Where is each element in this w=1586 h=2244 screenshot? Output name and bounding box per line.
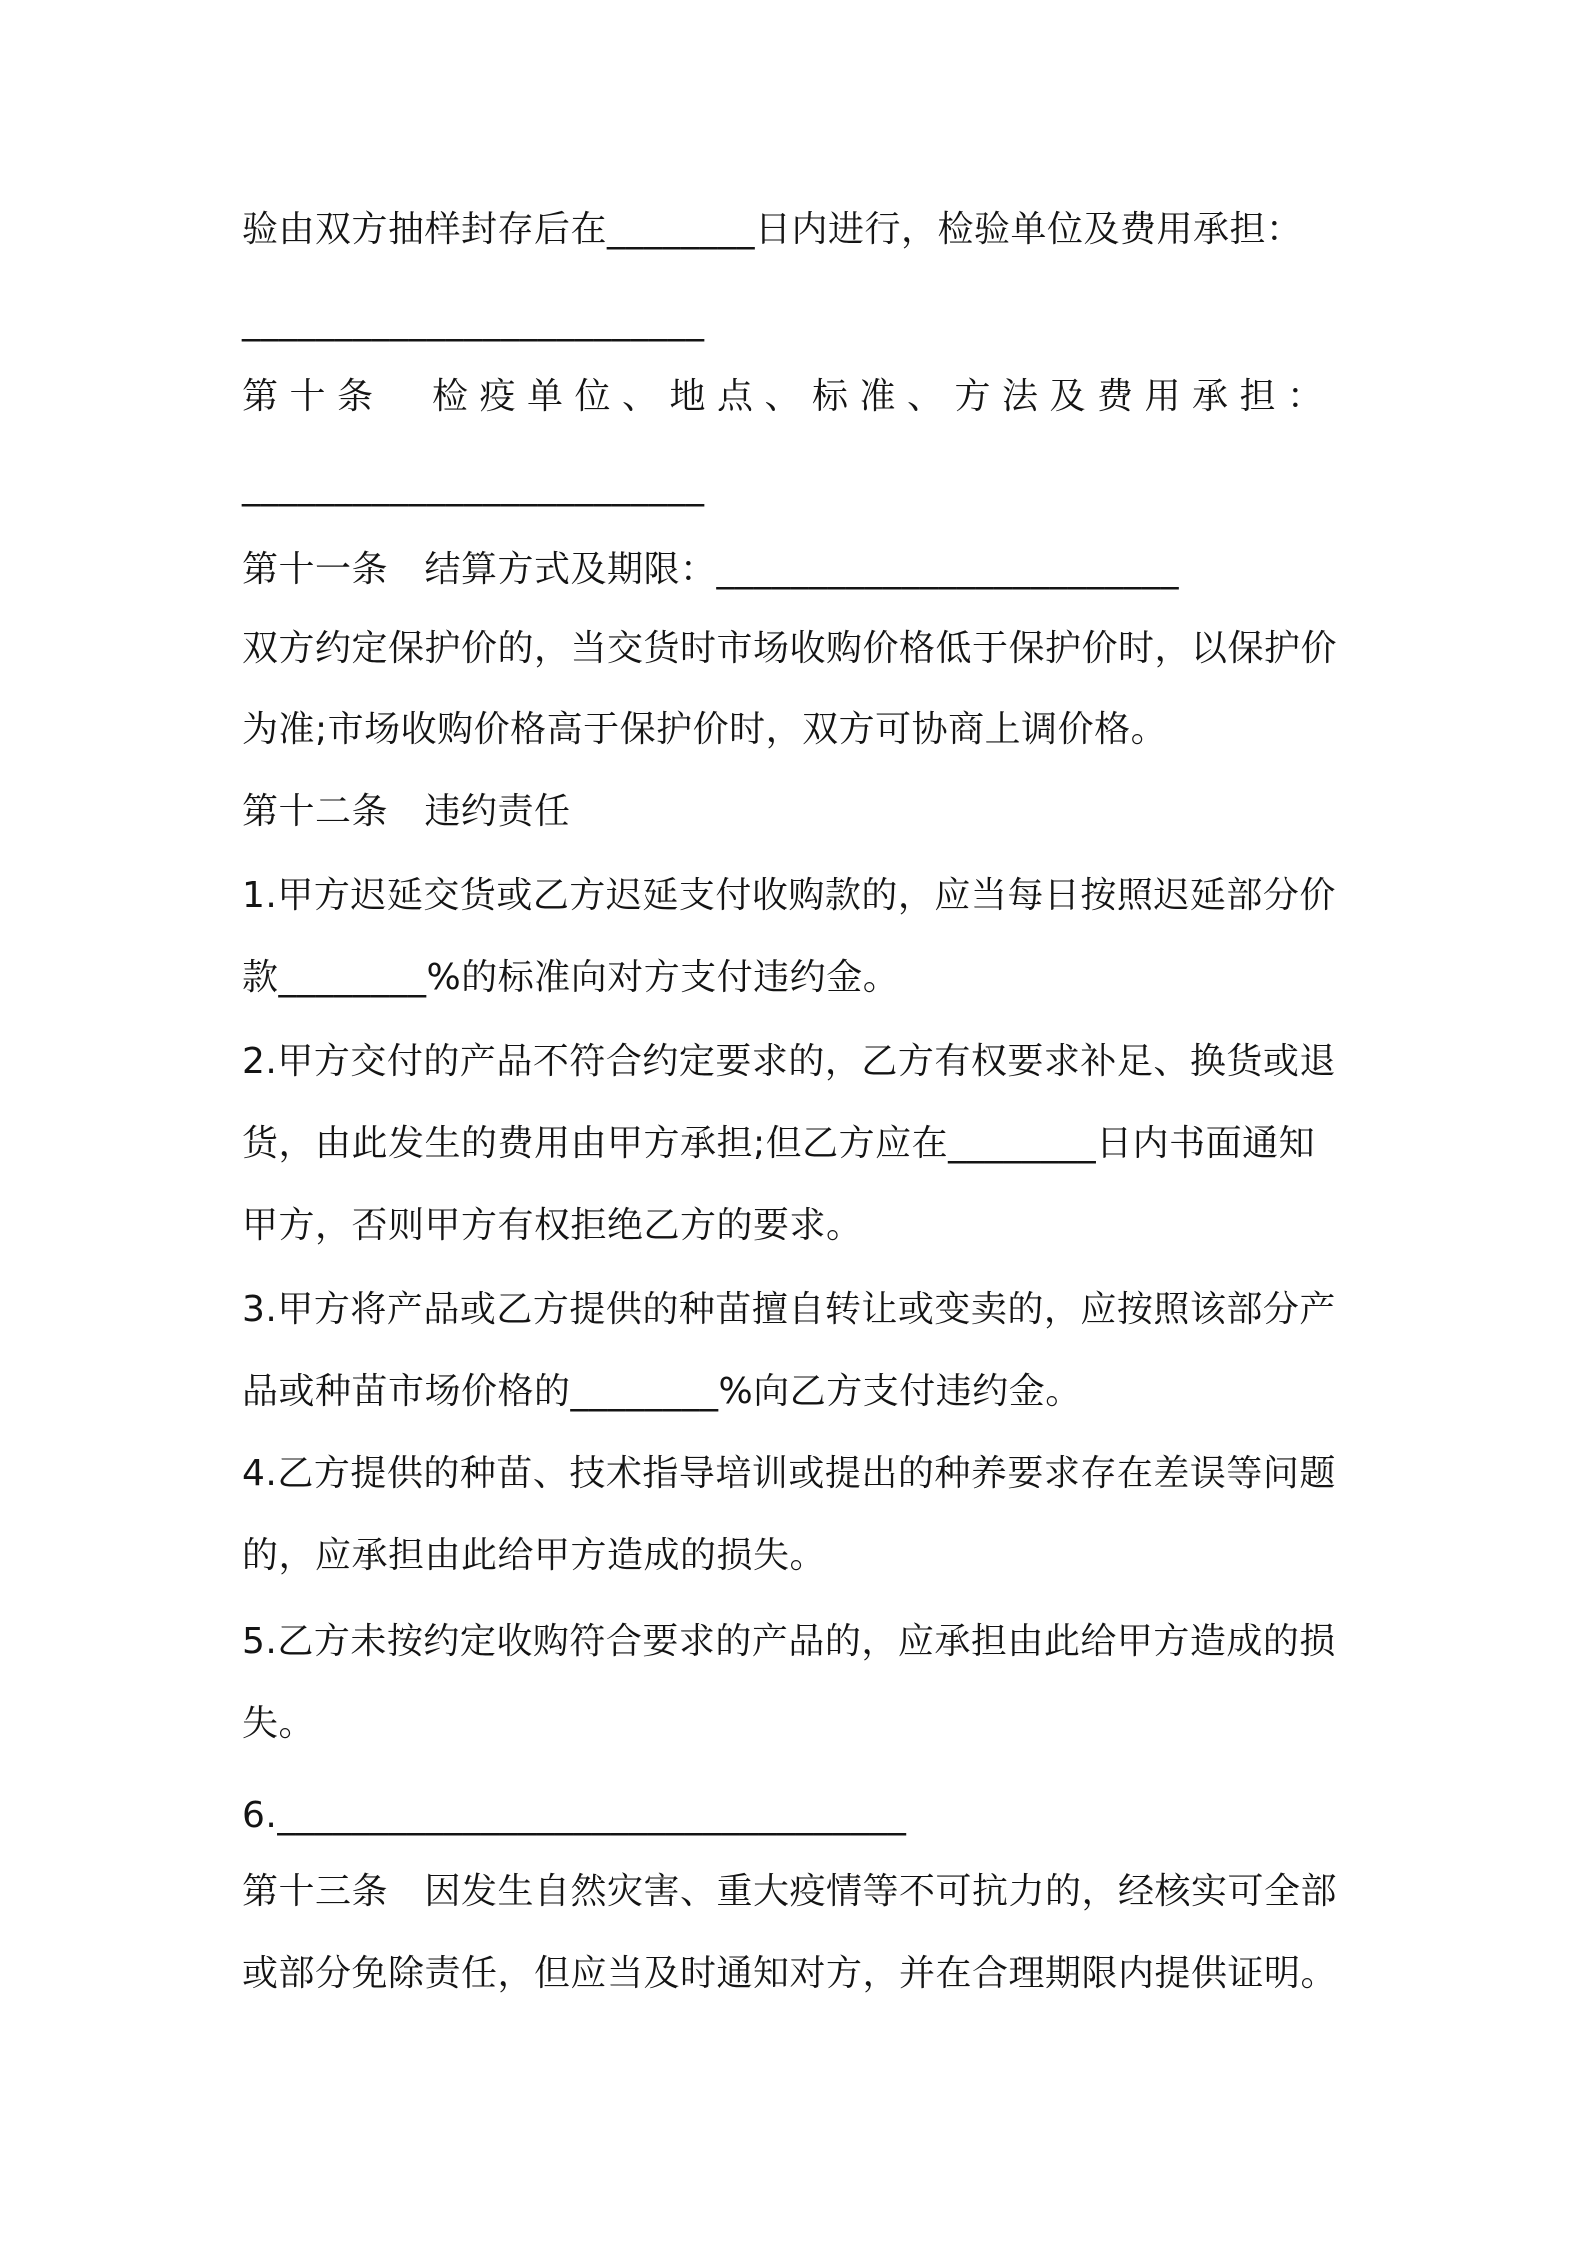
article-heading: 第十三条 因发生自然灾害、重大疫情等不可抗力的，经核实可全部: [242, 1871, 1338, 1912]
article-heading: 第十一条 结算方式及期限：_________________________: [242, 549, 1180, 590]
text-line: _________________________: [242, 301, 705, 342]
article-heading: 第十二条 违约责任: [242, 791, 571, 832]
text-line: 货，由此发生的费用由甲方承担;但乙方应在________日内书面通知: [242, 1123, 1316, 1164]
text-line: 6.__________________________________: [242, 1795, 907, 1836]
text-line: 双方约定保护价的，当交货时市场收购价格低于保护价时，以保护价: [242, 628, 1338, 669]
article-heading: 第十条 检疫单位、地点、标准、方法及费用承担：: [242, 376, 1335, 417]
text-line: 4.乙方提供的种苗、技术指导培训或提出的种养要求存在差误等问题: [242, 1453, 1336, 1494]
text-line: 2.甲方交付的产品不符合约定要求的，乙方有权要求补足、换货或退: [242, 1041, 1336, 1082]
text-line: 验由双方抽样封存后在________日内进行，检验单位及费用承担：: [242, 209, 1303, 250]
text-line: 失。: [242, 1703, 316, 1744]
text-line: 的，应承担由此给甲方造成的损失。: [242, 1535, 827, 1576]
text-line: 1.甲方迟延交货或乙方迟延支付收购款的，应当每日按照迟延部分价: [242, 875, 1336, 916]
text-line: 款________%的标准向对方支付违约金。: [242, 957, 900, 998]
text-line: 或部分免除责任，但应当及时通知对方，并在合理期限内提供证明。: [242, 1953, 1338, 1994]
text-line: 5.乙方未按约定收购符合要求的产品的，应承担由此给甲方造成的损: [242, 1621, 1336, 1662]
text-line: 3.甲方将产品或乙方提供的种苗擅自转让或变卖的，应按照该部分产: [242, 1289, 1336, 1330]
text-line: 品或种苗市场价格的________%向乙方支付违约金。: [242, 1371, 1082, 1412]
text-line: 为准;市场收购价格高于保护价时，双方可协商上调价格。: [242, 709, 1168, 750]
text-line: 甲方，否则甲方有权拒绝乙方的要求。: [242, 1205, 863, 1246]
text-line: _________________________: [242, 466, 705, 507]
